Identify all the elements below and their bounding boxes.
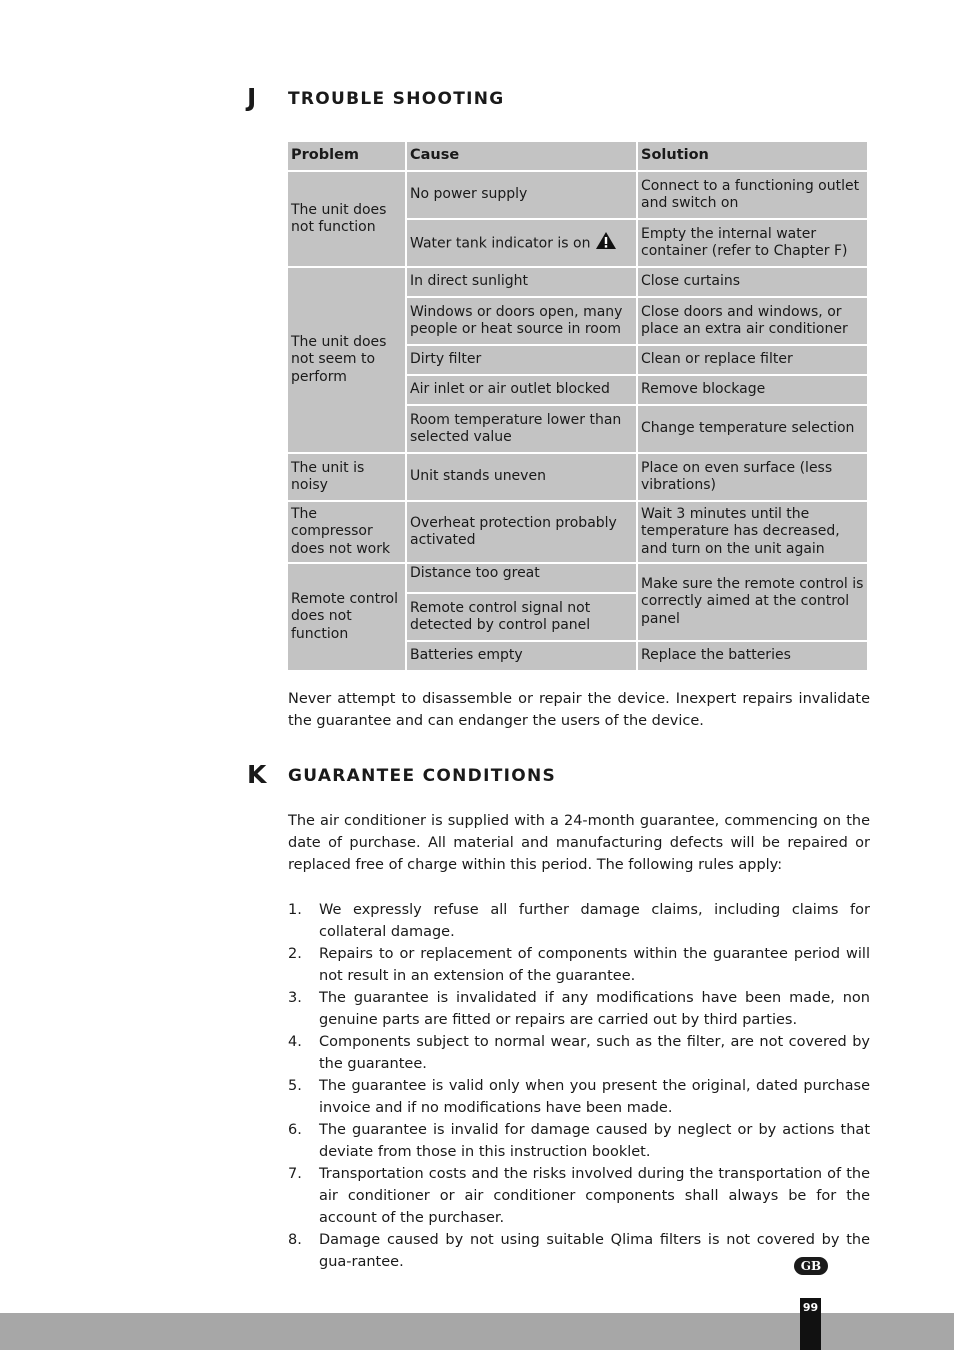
table-row — [288, 502, 867, 562]
section-title-guarantee-conditions: GUARANTEE CONDITIONS — [288, 766, 557, 786]
cause-cell: Distance too great — [407, 564, 636, 592]
rule-number: 4. — [288, 1034, 302, 1050]
cause-cell — [407, 220, 636, 266]
rule-number: 3. — [288, 990, 302, 1006]
cause-cell: In direct sunlight — [407, 268, 636, 296]
rule-number: 8. — [288, 1232, 302, 1248]
problem-cell: The unit does not seem to perform — [288, 268, 405, 452]
section-title-trouble-shooting: TROUBLE SHOOTING — [288, 89, 505, 109]
problem-cell: The unit does not function — [288, 172, 405, 266]
solution-cell: Empty the internal water container (refer to Chapter F) — [638, 220, 867, 266]
warning-triangle-icon — [595, 231, 617, 256]
guarantee-intro: The air conditioner is supplied with a 24-month guarantee, commencing on the date of purchase. All material and manufacturing defects will be repaired or replaced free of charge within this period. The following rules apply: — [288, 813, 870, 873]
table-row — [288, 172, 867, 218]
list-item — [288, 943, 870, 987]
rule-text: We expressly refuse all further damage claims, including claims for collateral damage. — [319, 902, 870, 940]
cause-cell: Overheat protection probably activated — [407, 502, 636, 562]
list-item — [288, 1229, 870, 1273]
list-item — [288, 1075, 870, 1119]
solution-cell: Connect to a functioning outlet and switch on — [638, 172, 867, 218]
rule-number: 1. — [288, 902, 302, 918]
solution-cell: Make sure the remote control is correctly aimed at the control panel — [638, 564, 867, 640]
cause-cell: Windows or doors open, many people or heat source in room — [407, 298, 636, 344]
cause-cell: No power supply — [407, 172, 636, 218]
cause-cell: Dirty filter — [407, 346, 636, 374]
rule-text: Damage caused by not using suitable Qlima filters is not covered by the gua-rantee. — [319, 1232, 870, 1270]
safety-note: Never attempt to disassemble or repair the device. Inexpert repairs invalidate the guarantee and can endanger the users of the device. — [288, 691, 870, 729]
list-item — [288, 899, 870, 943]
table-row — [288, 268, 867, 296]
header-solution: Solution — [638, 142, 867, 170]
cause-cell: Air inlet or air outlet blocked — [407, 376, 636, 404]
troubleshooting-table — [286, 140, 869, 672]
language-badge: GB — [794, 1257, 828, 1275]
rule-number: 2. — [288, 946, 302, 962]
section-letter-j: J — [247, 83, 257, 112]
rule-text: Components subject to normal wear, such as the filter, are not covered by the guarantee. — [319, 1034, 870, 1072]
list-item — [288, 1119, 870, 1163]
solution-cell: Close doors and windows, or place an extra air conditioner — [638, 298, 867, 344]
rule-number: 5. — [288, 1078, 302, 1094]
cause-text: Water tank indicator is on — [410, 235, 591, 251]
list-item — [288, 987, 870, 1031]
rule-text: Repairs to or replacement of components within the guarantee period will not result in an extension of the guarantee. — [319, 946, 870, 984]
rule-text: The guarantee is invalid for damage caused by neglect or by actions that deviate from those in this instruction booklet. — [319, 1122, 870, 1160]
section-letter-k: K — [247, 760, 267, 789]
solution-cell: Remove blockage — [638, 376, 867, 404]
page-number: 99 — [800, 1298, 821, 1350]
list-item — [288, 1031, 870, 1075]
list-item — [288, 1163, 870, 1229]
problem-cell: Remote control does not function — [288, 564, 405, 670]
table-header-row — [288, 142, 867, 170]
cause-cell: Unit stands uneven — [407, 454, 636, 500]
problem-cell: The unit is noisy — [288, 454, 405, 500]
header-cause: Cause — [407, 142, 636, 170]
cause-cell: Remote control signal not detected by control panel — [407, 594, 636, 640]
cause-cell: Room temperature lower than selected value — [407, 406, 636, 452]
table-row — [288, 454, 867, 500]
rule-text: Transportation costs and the risks involved during the transportation of the air conditioner or air conditioner components shall always be for the account of the purchaser. — [319, 1166, 870, 1226]
guarantee-rules-list — [288, 899, 870, 1273]
solution-cell: Clean or replace filter — [638, 346, 867, 374]
solution-cell: Place on even surface (less vibrations) — [638, 454, 867, 500]
table-row — [288, 564, 867, 592]
solution-cell: Replace the batteries — [638, 642, 867, 670]
solution-cell: Wait 3 minutes until the temperature has decreased, and turn on the unit again — [638, 502, 867, 562]
rule-text: The guarantee is valid only when you present the original, dated purchase invoice and if no modifications have been made. — [319, 1078, 870, 1116]
cause-cell: Batteries empty — [407, 642, 636, 670]
solution-cell: Close curtains — [638, 268, 867, 296]
solution-cell: Change temperature selection — [638, 406, 867, 452]
header-problem: Problem — [288, 142, 405, 170]
problem-cell: The compressor does not work — [288, 502, 405, 562]
rule-number: 7. — [288, 1166, 302, 1182]
rule-text: The guarantee is invalidated if any modifications have been made, non genuine parts are fitted or repairs are carried out by third parties. — [319, 990, 870, 1028]
rule-number: 6. — [288, 1122, 302, 1138]
